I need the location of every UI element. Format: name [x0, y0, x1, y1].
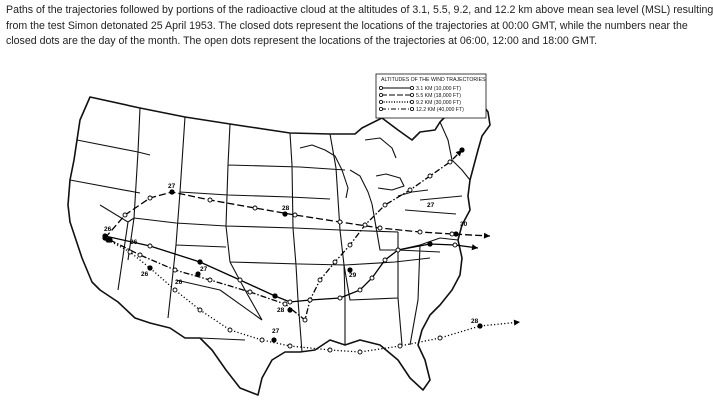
trajectory-9-2km [108, 240, 520, 352]
day-label: 27 [168, 183, 176, 190]
open-dot [123, 213, 127, 217]
open-dot [303, 318, 307, 322]
day-label: 26 [104, 226, 112, 233]
open-dot [228, 328, 232, 332]
open-dot [148, 196, 152, 200]
closed-dot [427, 241, 432, 246]
day-label: 28 [471, 318, 479, 325]
open-dot [383, 203, 387, 207]
state-lines [70, 108, 470, 352]
open-dot [378, 226, 382, 230]
map-legend [376, 74, 486, 118]
arrow-head-icon [484, 233, 490, 239]
open-dot [248, 290, 252, 294]
open-dot [283, 302, 287, 306]
open-dot [448, 160, 452, 164]
open-dot [338, 220, 342, 224]
legend-label: 12.2 KM (40,000 FT) [416, 107, 464, 113]
trajectory-paths [105, 150, 520, 352]
open-dot [358, 288, 362, 292]
open-dot [173, 288, 177, 292]
open-dot [363, 223, 367, 227]
open-dot [293, 213, 297, 217]
open-dot [418, 230, 422, 234]
open-dot [333, 260, 337, 264]
open-dot [358, 350, 362, 354]
day-label: 27 [200, 266, 208, 273]
open-dot [308, 298, 312, 302]
open-dot [253, 206, 257, 210]
open-dot [348, 243, 352, 247]
trajectory-3-1km [105, 236, 478, 302]
day-label: 26 [141, 271, 149, 278]
legend-label: 5.5 KM (18,000 FT) [416, 93, 461, 99]
open-dot [260, 338, 264, 342]
day-label: 28 [282, 205, 290, 212]
open-dot [438, 336, 442, 340]
open-dot [396, 248, 400, 252]
closed-dot [197, 259, 202, 264]
open-dot [428, 174, 432, 178]
open-dot [208, 198, 212, 202]
open-dot [408, 188, 412, 192]
day-label: 26 [175, 279, 183, 286]
legend-label: 3.1 KM (10,000 FT) [416, 86, 461, 92]
closed-dot [271, 337, 276, 342]
open-dot [173, 268, 177, 272]
open-dot [383, 258, 387, 262]
day-label: 29 [349, 272, 357, 279]
closed-dot [272, 293, 277, 298]
open-dot [288, 344, 292, 348]
caption-line-1: Paths of the trajectories followed by portions of the radioactive cloud at the altitudes of 3.1, 5.5, 9.2, and 12.2 km above mean sea level (MSL) resulting [6, 4, 713, 16]
caption-line-2: from the test Simon detonated 25 April 1953. The closed dots represent the locations of the trajectories at 00:00 GMT, while the numbers near the [6, 19, 688, 32]
open-dot [138, 253, 142, 257]
open-dot [208, 278, 212, 282]
closed-dot [147, 265, 152, 270]
open-dot [238, 278, 242, 282]
open-dot [338, 296, 342, 300]
open-dot [398, 344, 402, 348]
arrow-head-icon [514, 320, 520, 326]
open-dot [450, 232, 454, 236]
open-dot [148, 244, 152, 248]
closed-dot [169, 189, 174, 194]
day-label: 26 [130, 239, 138, 246]
day-label: 27 [272, 328, 280, 335]
legend-label: 9.2 KM (30,000 FT) [416, 100, 461, 106]
open-dot [198, 308, 202, 312]
legend-title: ALTITUDES OF THE WIND TRAJECTORIES [381, 77, 486, 83]
closed-dot [459, 147, 464, 152]
closed-dot [282, 211, 287, 216]
closed-dot [453, 231, 458, 236]
day-label: 30 [460, 221, 468, 228]
day-label: 28 [277, 307, 285, 314]
great-lakes [300, 138, 428, 204]
trajectory-12-2km [110, 150, 462, 320]
caption-line-3: closed dots are the day of the month. The open dots represent the locations of the trajectories at 06:00, 12:00 and 18:00 GMT. [6, 35, 598, 47]
open-dot [453, 243, 457, 247]
day-label: 27 [427, 202, 435, 209]
closed-dot [287, 307, 292, 312]
open-dot [288, 300, 292, 304]
open-dot [328, 348, 332, 352]
open-dot [128, 250, 132, 254]
open-dot [370, 276, 374, 280]
closed-dot [107, 237, 112, 242]
open-dot [318, 278, 322, 282]
